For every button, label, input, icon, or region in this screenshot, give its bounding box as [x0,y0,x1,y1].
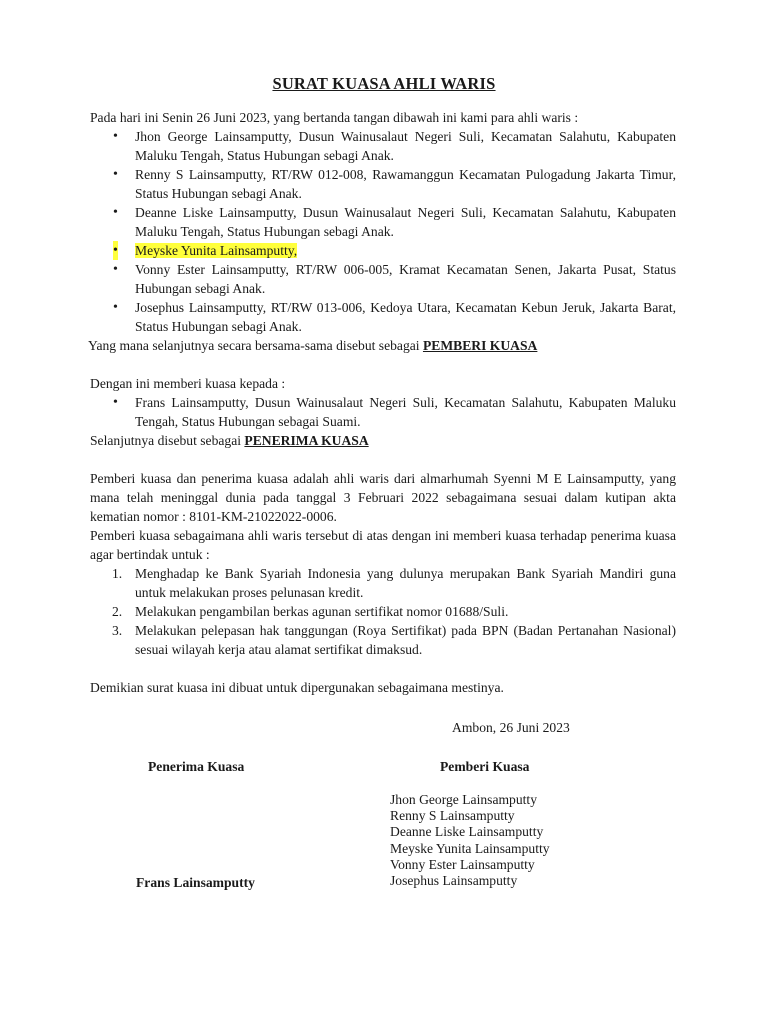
grantor-name: Jhon George Lainsamputty [390,792,537,807]
grantee-item: • Frans Lainsamputty, Dusun Wainusalaut Negeri Suli, Kecamatan Salahutu, Kabupaten Maluku Tengah, Status Hubungan sebagai Suami. [113,395,676,429]
grantor-name: Meyske Yunita Lainsamputty [390,840,550,856]
place-date: Ambon, 26 Juni 2023 [452,720,570,735]
document-title: SURAT KUASA AHLI WARIS [272,74,496,93]
closing-paragraph: Demikian surat kuasa ini dibuat untuk dipergunakan sebagaimana mestinya. [90,680,504,695]
grantor-signature-names [390,792,550,889]
grant-intro: Dengan ini memberi kuasa kepada : [90,376,286,391]
grantor-name: Vonny Ester Lainsamputty [390,856,535,872]
grantor-item: • Renny S Lainsamputty, RT/RW 012-008, Rawamanggun Kecamatan Pulogadung Jakarta Timur, Status Hubungan sebagi Anak. [113,167,676,201]
bullet-icon: • [113,243,118,258]
grantor-item: • Vonny Ester Lainsamputty, RT/RW 006-005, Kramat Kecamatan Senen, Jakarta Pusat, Status Hubungan sebagi Anak. [113,262,676,296]
task-item: 3. Melakukan pelepasan hak tanggungan (Roya Sertifikat) pada BPN (Badan Pertanahan Nasional) sesuai wilayah kerja atau alamat sertifikat dimaksud. [112,623,676,657]
grantee-summary: Selanjutnya disebut sebagai PENERIMA KUASA [90,433,369,448]
highlighted-text: Meyske Yunita Lainsamputty, [135,243,298,258]
grantee-signature-label: Penerima Kuasa [148,759,245,774]
bullet-icon: • [113,300,118,315]
task-list [90,564,676,659]
document-body [90,108,676,697]
grantor-name: Deanne Liske Lainsamputty [390,824,544,840]
grantee-signature-name: Frans Lainsamputty [136,875,255,890]
grantor-item: • Deanne Liske Lainsamputty, Dusun Wainusalaut Negeri Suli, Kecamatan Salahutu, Kabupaten Maluku Tengah, Status Hubungan sebagi Anak. [113,205,676,239]
bullet-icon: • [113,262,118,277]
bullet-icon: • [113,167,118,182]
bullet-icon: • [113,129,118,144]
grantor-item: • Jhon George Lainsamputty, Dusun Wainusalaut Negeri Suli, Kecamatan Salahutu, Kabupaten Maluku Tengah, Status Hubungan sebagi Anak. [113,129,676,163]
heirs-paragraph: Pemberi kuasa dan penerima kuasa adalah ahli waris dari almarhumah Syenni M E Lainsamputty, yang mana telah meninggal dunia pada tanggal 3 Februari 2022 sebagaimana sesuai dalam kutipan akta kematian nomor : 8101-KM-21022022-0006. [90,471,676,524]
grantor-name: Renny S Lainsamputty [390,808,515,824]
grantor-summary: Yang mana selanjutnya secara bersama-sama disebut sebagai PEMBERI KUASA [88,338,538,353]
grantee-term: PENERIMA KUASA [244,433,369,448]
grantor-item-highlighted [90,241,676,260]
task-item: 1. Menghadap ke Bank Syariah Indonesia yang dulunya merupakan Bank Syariah Mandiri guna untuk melakukan proses pelunasan kredit. [112,566,676,600]
grantor-term: PEMBERI KUASA [422,338,538,353]
grantor-item: • Josephus Lainsamputty, RT/RW 013-006, Kedoya Utara, Kecamatan Kebun Jeruk, Jakarta Barat, Status Hubungan sebagi Anak. [113,300,676,334]
bullet-icon: • [113,205,118,220]
bullet-icon: • [113,395,118,410]
grantor-signature-label: Pemberi Kuasa [440,759,530,774]
grantee-list [90,393,676,431]
task-item: 2. Melakukan pengambilan berkas agunan sertifikat nomor 01688/Suli. [112,604,509,619]
intro-paragraph: Pada hari ini Senin 26 Juni 2023, yang bertanda tangan dibawah ini kami para ahli waris : [90,110,579,125]
authority-paragraph: Pemberi kuasa sebagaimana ahli waris tersebut di atas dengan ini memberi kuasa terhadap penerima kuasa agar bertindak untuk : [90,528,676,562]
grantor-name: Josephus Lainsamputty [390,873,518,889]
grantor-list [90,127,676,336]
